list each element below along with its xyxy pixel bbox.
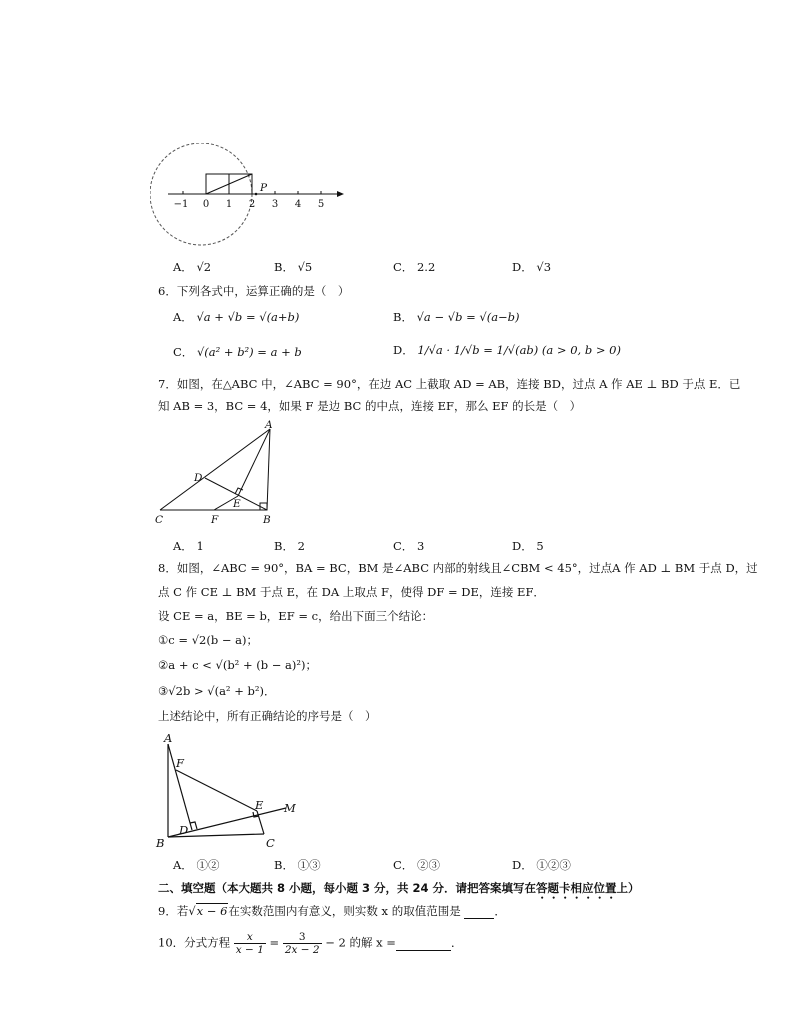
side-ac [160, 429, 270, 510]
q5-option-d[interactable]: D． √3 [512, 260, 552, 274]
label-c: C [266, 836, 275, 850]
q10-answer-blank[interactable] [396, 936, 451, 951]
label-a: A [164, 731, 173, 745]
q9-answer-blank[interactable] [464, 904, 494, 919]
tick-label: 0 [202, 199, 210, 210]
q7-option-b[interactable]: B． 2 [274, 539, 305, 553]
unit-square-2 [229, 174, 252, 194]
q8-stem-line2: 点 C 作 CE ⊥ BM 于点 E，在 DA 上取点 F，使得 DF = DE，连接 EF． [158, 585, 545, 599]
point-p-label: P [260, 182, 268, 194]
q8-stem-line3: 设 CE = a，BE = b，EF = c，给出下面三个结论： [158, 609, 434, 623]
label-b: B [263, 514, 271, 526]
label-f: F [211, 514, 219, 526]
label-a: A [265, 419, 273, 431]
label-d: D [179, 823, 189, 837]
q8-conclusion-3: ③√2b > √(a² + b²)． [158, 684, 276, 698]
label-d: D [194, 472, 203, 484]
segment-ae [238, 429, 270, 496]
q9-stem: 9．若√x − 6在实数范围内有意义，则实数 x 的取值范围是 ． [158, 904, 506, 918]
fraction-2: $\frac{3}{2x - 2}$ [284, 931, 320, 956]
section-2-title: 二、填空题（本大题共 8 小题，每小题 3 分，共 24 分．请把答案填写在答题卡相应位置上） [158, 881, 640, 895]
q6-option-b[interactable]: B． √a − √b = √(a−b) [393, 310, 520, 324]
fraction-1: $\frac{x}{x - 1}$ [235, 931, 264, 956]
q7-figure [150, 418, 280, 528]
label-m: M [284, 801, 296, 815]
q6-option-d[interactable]: D． 1/√a · 1/√b = 1/√(ab) (a > 0, b > 0) [393, 343, 621, 357]
tick-label: 5 [317, 199, 325, 210]
q8-figure [150, 726, 310, 850]
label-f: F [176, 756, 184, 770]
point-p-dot [255, 193, 258, 196]
q7-stem-line2: 知 AB = 3，BC = 4，如果 F 是边 BC 的中点，连接 EF，那么 EF 的长是（ ） [158, 399, 582, 413]
q8-question: 上述结论中，所有正确结论的序号是（ ） [158, 709, 377, 723]
q8-option-b[interactable]: B． ①③ [274, 858, 321, 872]
tick-label: −1 [173, 199, 189, 210]
q8-conclusion-2: ②a + c < √(b² + (b − a)²)； [158, 658, 317, 672]
tick-label: 3 [271, 199, 279, 210]
q5-option-a[interactable]: A． √2 [173, 260, 212, 274]
q10-stem: 10．分式方程 $\frac{x}{x - 1}$ = $\frac{3}{2x - 2}$ − 2 的解 x = ． [158, 931, 463, 956]
unit-square-1 [206, 174, 229, 194]
label-e: E [233, 498, 241, 510]
q8-option-a[interactable]: A． ①② [173, 858, 220, 872]
q8-option-d[interactable]: D． ①②③ [512, 858, 571, 872]
label-b: B [156, 836, 165, 850]
q5-option-c[interactable]: C． 2.2 [393, 260, 436, 274]
tick-label: 4 [294, 199, 302, 210]
q6-option-c[interactable]: C． √(a² + b²) = a + b [173, 345, 302, 359]
axis-arrow-icon [337, 191, 344, 197]
q7-option-a[interactable]: A． 1 [173, 539, 204, 553]
tick-label: 2 [248, 199, 256, 210]
q8-option-c[interactable]: C． ②③ [393, 858, 440, 872]
q5-figure [150, 143, 355, 251]
q5-option-b[interactable]: B． √5 [274, 260, 313, 274]
tick-label: 1 [225, 199, 233, 210]
label-e: E [255, 798, 264, 812]
q8-stem-line1: 8．如图，∠ABC = 90°，BA = BC，BM 是∠ABC 内部的射线且∠CBM < 45°，过点A 作 AD ⊥ BM 于点 D，过 [158, 561, 758, 575]
segment-ef [176, 770, 257, 811]
q6-option-a[interactable]: A． √a + √b = √(a+b) [173, 310, 300, 324]
label-c: C [155, 514, 164, 526]
q6-stem: 6．下列各式中，运算正确的是（ ） [158, 284, 350, 298]
q8-conclusion-1: ①c = √2(b − a)； [158, 633, 258, 647]
q7-stem-line1: 7．如图，在△ABC 中，∠ABC = 90°，在边 AC 上截取 AD = AB，连接 BD，过点 A 作 AE ⊥ BD 于点 E．已 [158, 377, 741, 391]
q7-option-c[interactable]: C． 3 [393, 539, 425, 553]
side-ab [267, 429, 270, 510]
q7-option-d[interactable]: D． 5 [512, 539, 544, 553]
